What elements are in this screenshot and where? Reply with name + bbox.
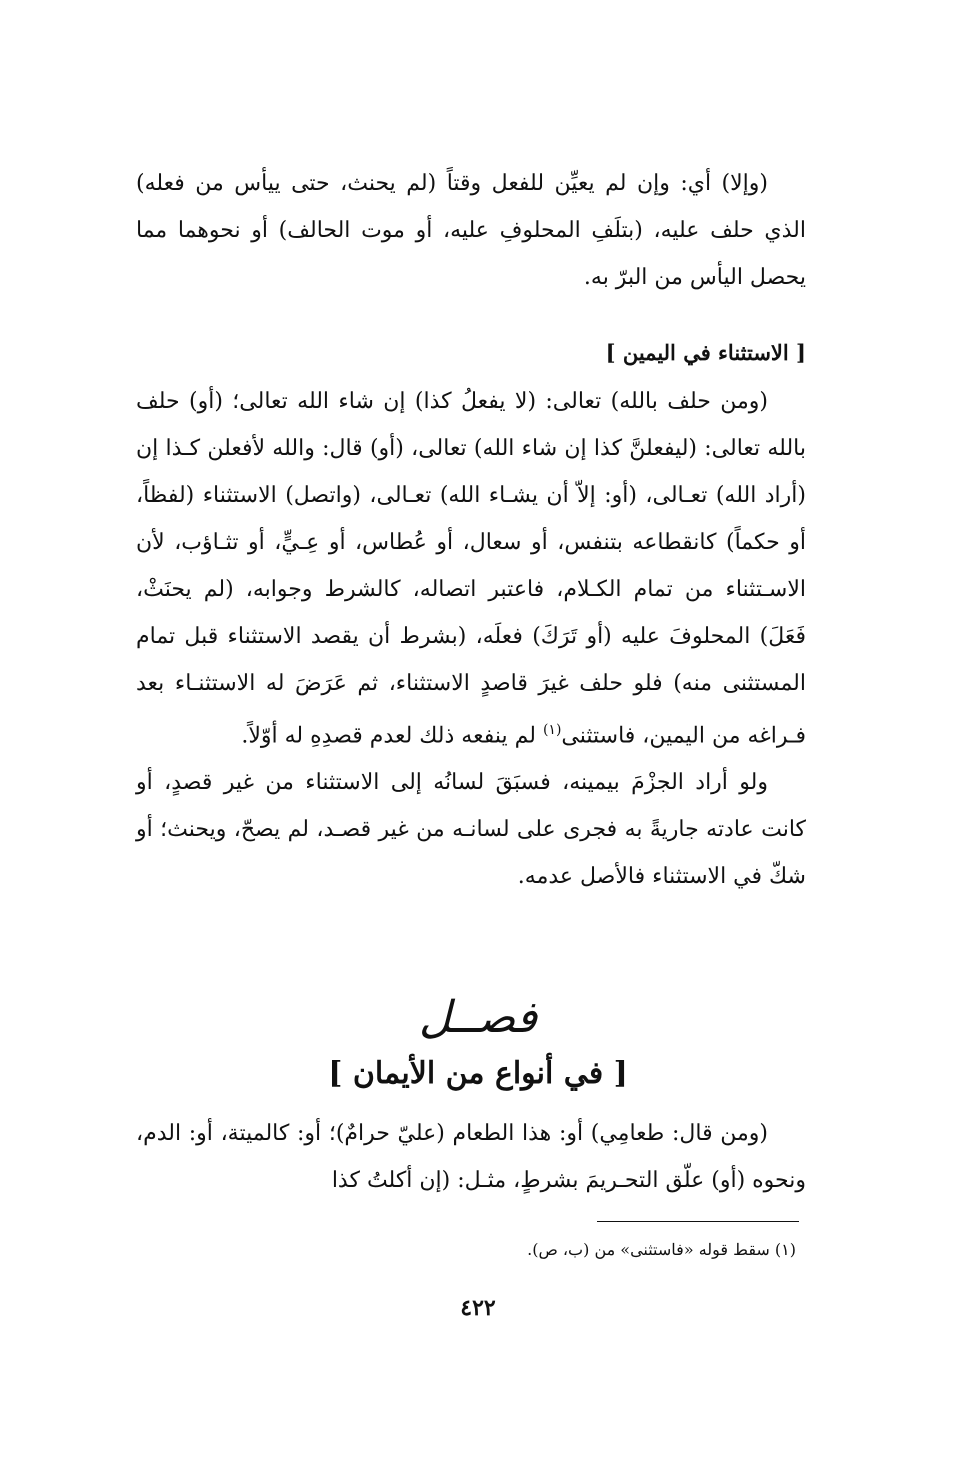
- footnote-divider: [597, 1221, 799, 1222]
- paragraph-1: [136, 160, 806, 301]
- footnote: (١) سقط قوله «فاستثنى» من (ب، ص).: [527, 1240, 796, 1259]
- paragraph-4-text: (ومن قال: طعامِي) أو: هذا الطعام (عليّ حرامٌ)؛ أو: كالميتة، أو: الدم، ونحوه (أو) علّق التحـريمَ بشرطٍ، مثـل: (إن أكلتُ كذا: [136, 1121, 806, 1193]
- paragraph-4: [136, 1110, 806, 1204]
- paragraph-1-text: (وإلا) أي: وإن لم يعيِّن للفعل وقتاً (لم يحنث، حتى ييأس من فعله) الذي حلف عليه، (بتلَفِ المحلوفِ عليه، أو موت الحالف) أو نحوهما مما يحصل اليأس من البرّ به.: [136, 171, 806, 290]
- paragraph-2-end: لم ينفعه ذلك لعدم قصدِهِ له أوّلاً.: [241, 723, 543, 749]
- paragraph-2-main: (ومن حلف بالله) تعالى: (لا يفعلُ كذا) إن شاء الله تعالى؛ (أو) حلف بالله تعالى: (ليفعلنَّ كذا إن شاء الله) تعالى، (أو) قال: والله لأفعلن كـذا إن (أراد الله) تعـالى، (أو: إلاّ أن يشـاء الله) تعـالى، (واتصل) الاستثناء (لفظاً، أو حكماً) كانقطاعه بتنفس، أو سعال، أو عُطاس، أو عِـيٍّ، أو تثـاؤب، لأن الاسـتثناء من تمام الكـلام، فاعتبر اتصاله، كالشرط وجوابه، (لم يحنَثْ، فَعَلَ) المحلوفَ عليه (أو تَرَكَ) فعلَه، (بشرط أن يقصد الاستثناء قبل تمام المستثنى منه) فلو حلف غيرَ قاصدٍ الاستثناء، ثم عَرَضَ له الاستثنـاء بعد فـراغه من اليمين، فاستثنى: [136, 389, 806, 749]
- footnote-reference: (١): [542, 722, 562, 738]
- section-heading-istithna: [ الاستثناء في اليمين ]: [605, 340, 806, 365]
- section-heading-aymaan: [ في أنواع من الأيمان ]: [328, 1056, 628, 1091]
- paragraph-2: [136, 378, 806, 900]
- paragraph-3-text: ولو أراد الجزْمَ بيمينه، فسبَقَ لسانُه إلى الاستثناء من غير قصدٍ، أو كانت عادته جاريةً به فجرى على لسانـه من غير قصـد، لم يصحّ، ويحنث؛ أو شكّ في الاستثناء فالأصل عدمه.: [136, 770, 806, 890]
- page-number: ٤٢٢: [460, 1295, 496, 1321]
- section-title-fasl: فصــل: [418, 992, 538, 1043]
- paragraph-2-text: [136, 378, 806, 759]
